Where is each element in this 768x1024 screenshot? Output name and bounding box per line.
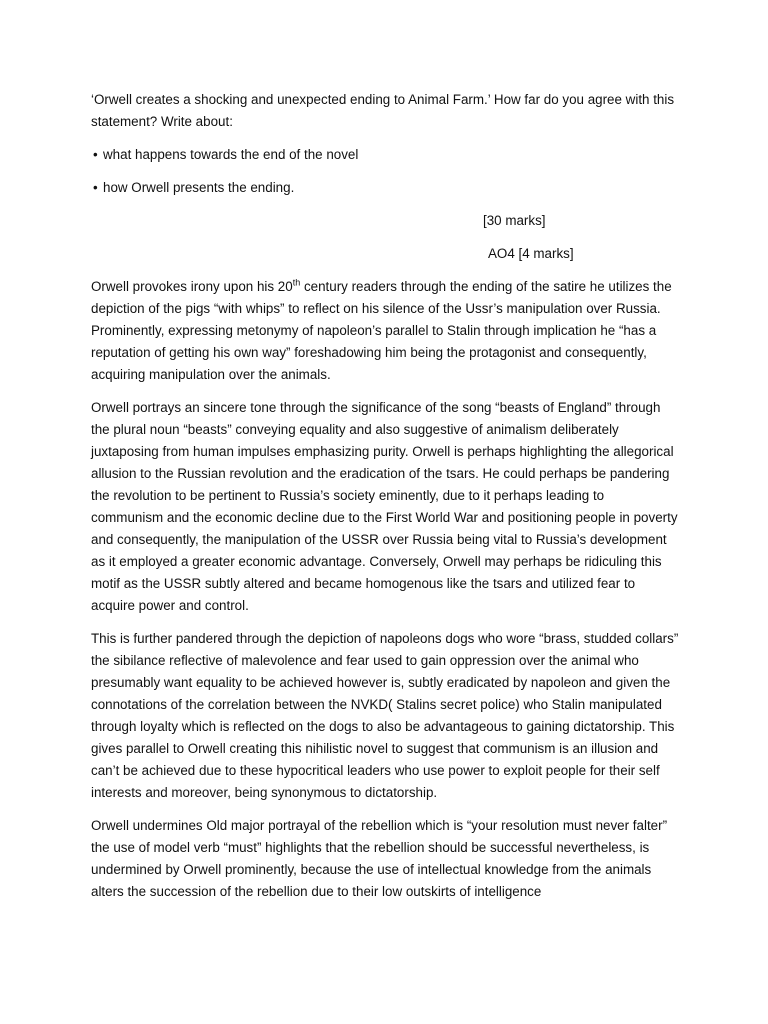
bullet-item [93, 177, 679, 199]
bullet-icon: • [93, 180, 98, 195]
bullet-text: how Orwell presents the ending. [103, 180, 295, 195]
question-line-2: statement? Write about: [91, 114, 233, 129]
essay-question [91, 89, 679, 133]
marks-total: [30 marks] [483, 213, 546, 228]
paragraph-1-rest: century readers through the ending of the satire he utilizes the depiction of the pigs “with whips” to reflect on his silence of the Ussr’s manipulation over Russia. Prominently, expressing metonymy of napoleon’s parallel to Stalin through implication he “has a reputation of getting his own way” foreshadowing him being the protagonist and consequently, acquiring manipulation over the animals. [91, 279, 672, 382]
paragraph-3: This is further pandered through the depiction of napoleons dogs who wore “brass, studded collars” the sibilance reflective of malevolence and fear used to gain oppression over the animal who presumably want equality to be achieved however is, subtly eradicated by napoleon and given the connotations of the correlation between the NVKD( Stalins secret police) who Stalin manipulated through loyalty which is reflected on the dogs to also be advantageous to gaining dictatorship. This gives parallel to Orwell creating this nihilistic novel to suggest that communism is an illusion and can’t be achieved due to these hypocritical leaders who use power to exploit people for their self interests and moreover, being synonymous to dictatorship. [91, 631, 679, 800]
paragraph-4: Orwell undermines Old major portrayal of the rebellion which is “your resolution must never falter” the use of model verb “must” highlights that the rebellion should be successful nevertheless, is undermined by Orwell prominently, because the use of intellectual knowledge from the animals alters the succession of the rebellion due to their low outskirts of intelligence [91, 818, 668, 899]
essay-content [91, 89, 679, 914]
paragraph-2: Orwell portrays an sincere tone through the significance of the song “beasts of England” through the plural noun “beasts” conveying equality and also suggestive of animalism deliberately juxtaposing from human impulses emphasizing purity. Orwell is perhaps highlighting the allegorical allusion to the Russian revolution and the eradication of the tsars. He could perhaps be pandering the revolution to be pertinent to Russia’s society eminently, due to it perhaps leading to communism and the economic decline due to the First World War and positioning people in poverty and consequently, the manipulation of the USSR over Russia being vital to Russia’s development as it employed a greater economic advantage. Conversely, Orwell may perhaps be ridiculing this motif as the USSR subtly altered and became homogenous like the tsars and utilized fear to acquire power and control. [91, 400, 678, 613]
bullet-item [93, 144, 679, 166]
bullet-text: what happens towards the end of the novel [103, 147, 359, 162]
bullet-icon: • [93, 147, 98, 162]
question-line-1: ‘Orwell creates a shocking and unexpected ending to Animal Farm.’ How far do you agree with this [91, 92, 675, 107]
superscript-th: th [292, 277, 301, 288]
paragraph-1 [91, 276, 679, 386]
marks-ao4: AO4 [4 marks] [488, 246, 574, 261]
paragraph-1-start: Orwell provokes irony upon his 20 [91, 279, 293, 294]
